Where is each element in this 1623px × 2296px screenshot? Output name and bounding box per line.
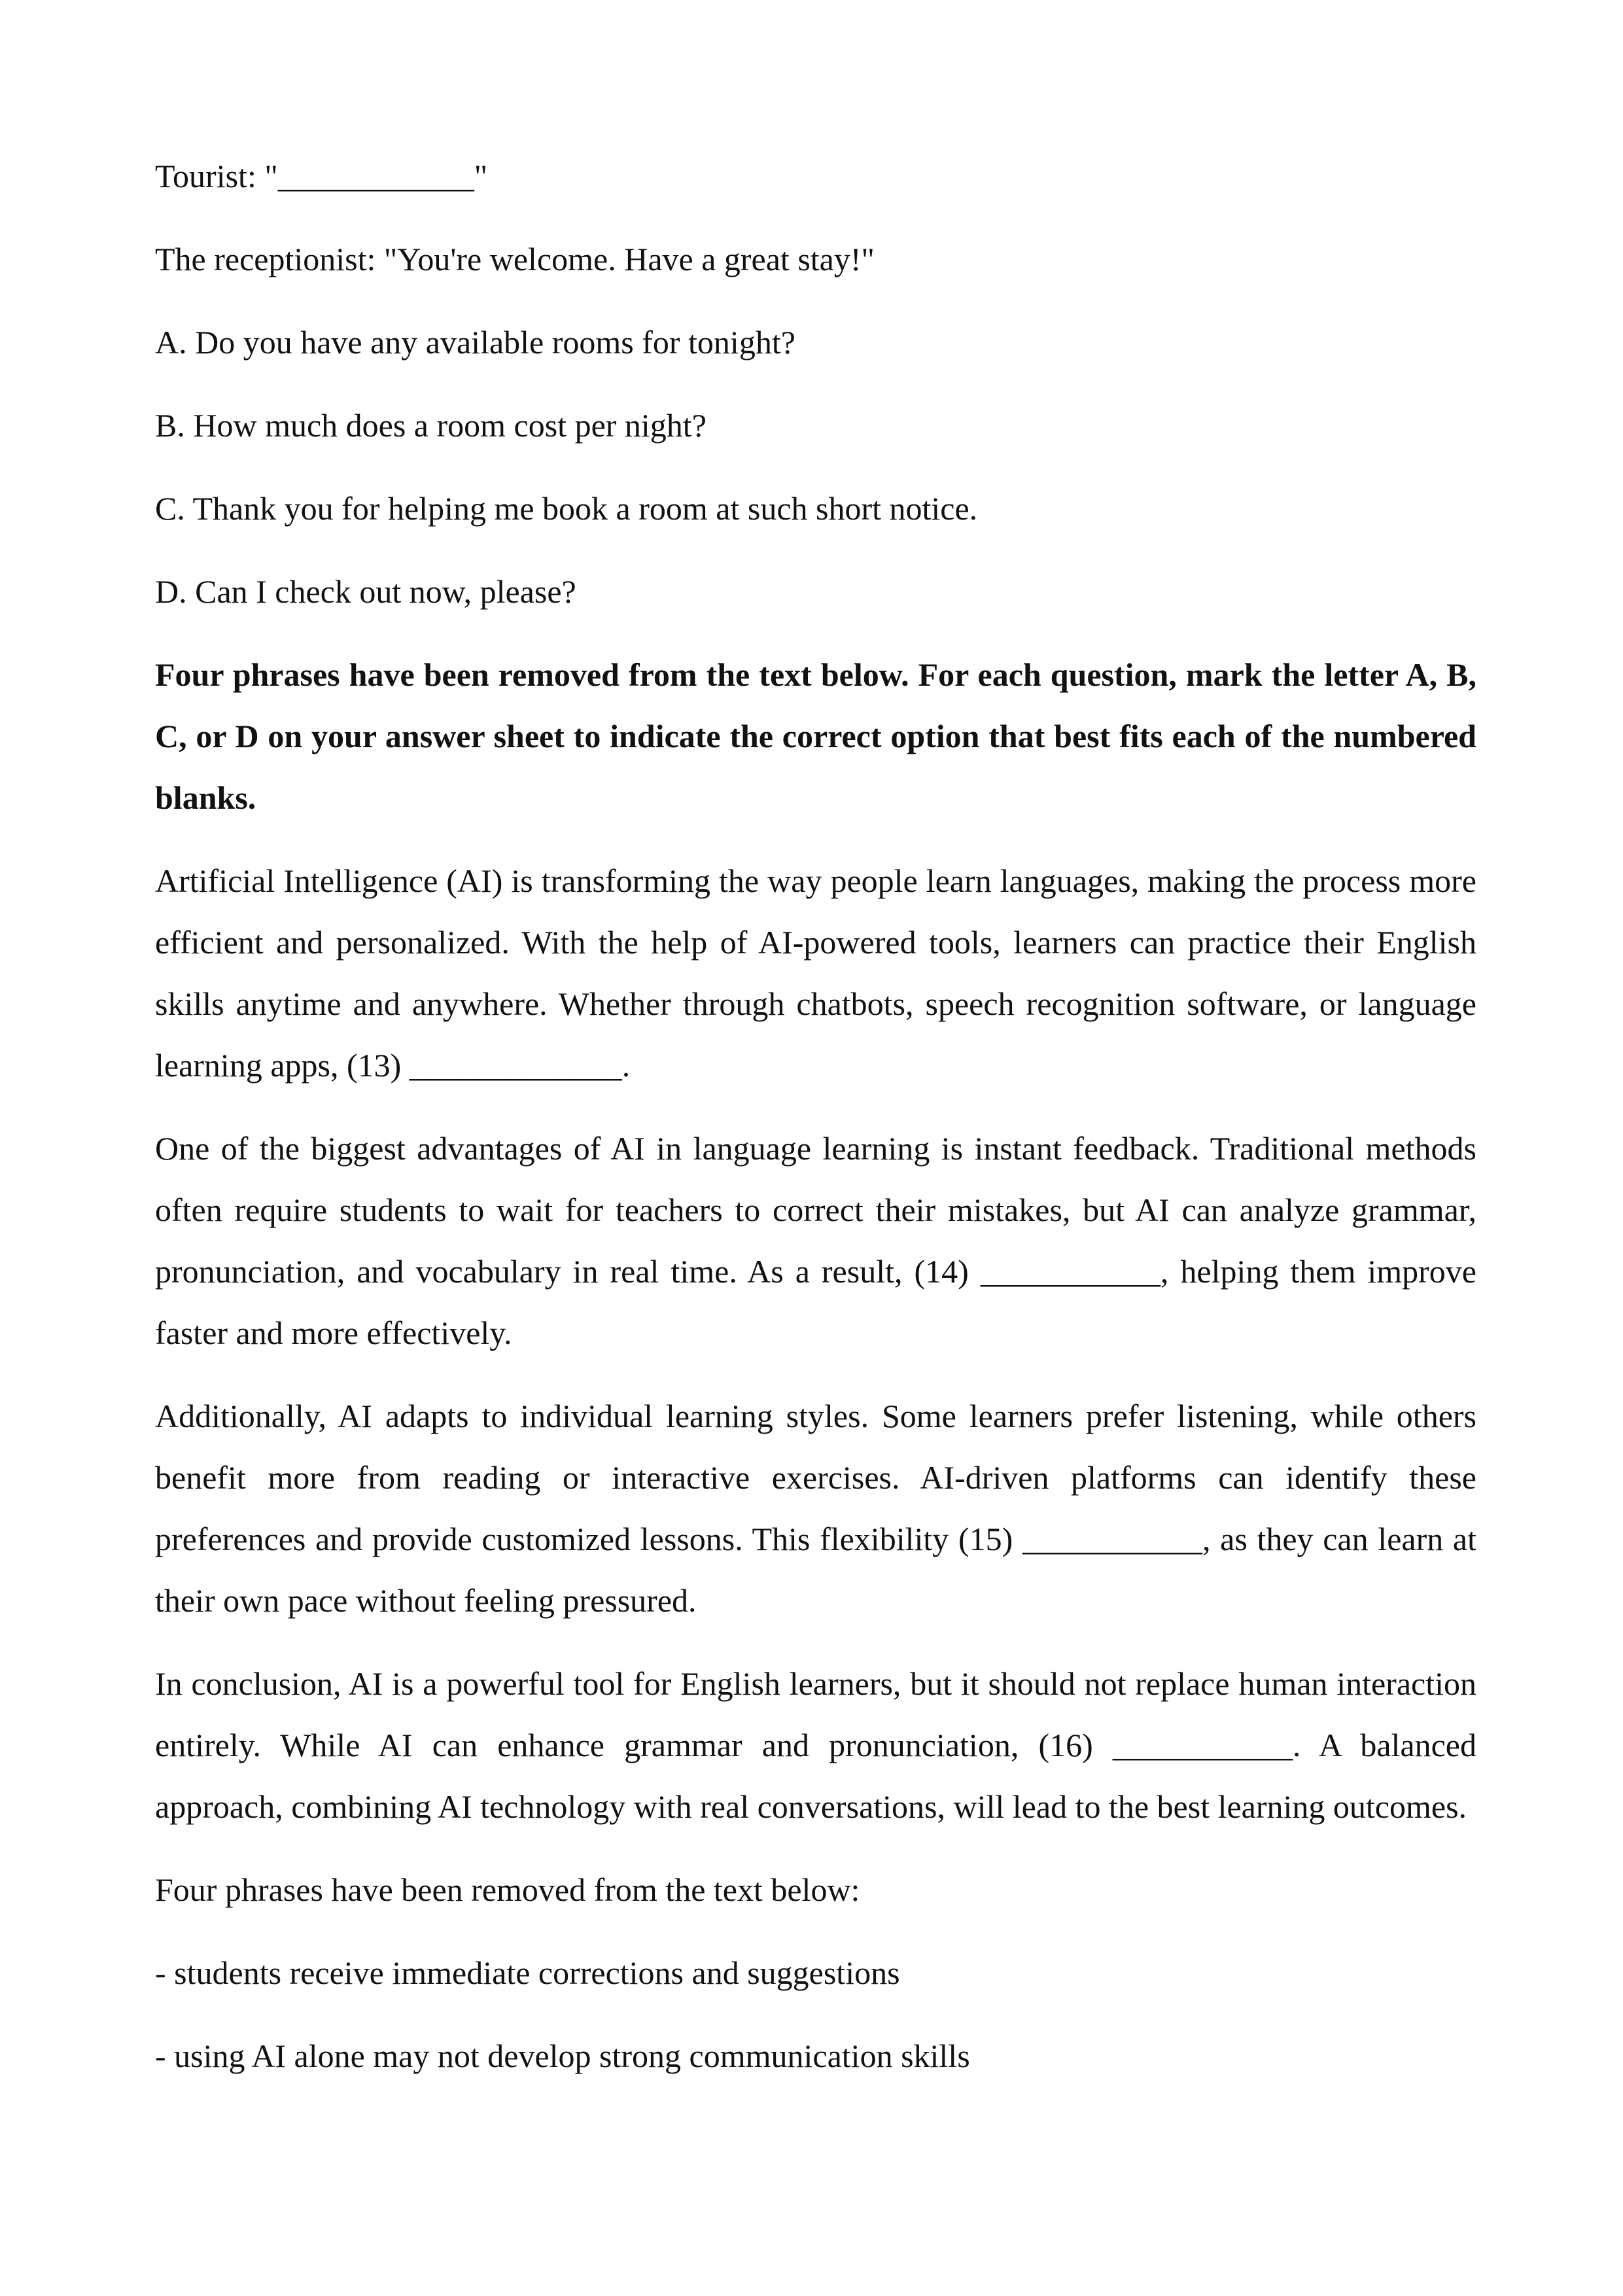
- option-c: C. Thank you for helping me book a room at such short notice.: [155, 490, 978, 527]
- paragraph-1: Artificial Intelligence (AI) is transforming the way people learn languages, making the process more efficient and personalized. With the help of AI-powered tools, learners can practice their English skills anytime and anywhere. Whether through chatbots, speech recognition software, or language learning apps, (13) _____________.: [155, 862, 1476, 1084]
- page-content: [155, 145, 1476, 2108]
- paragraph-3: Additionally, AI adapts to individual learning styles. Some learners prefer listening, while others benefit more from reading or interactive exercises. AI-driven platforms can identify these preferences and provide customized lessons. This flexibility (15) ___________, as they can learn at their own pace without feeling pressured.: [155, 1398, 1476, 1619]
- dialogue-receptionist-line: The receptionist: "You're welcome. Have a great stay!": [155, 241, 875, 277]
- removed-phrase-item: - students receive immediate corrections and suggestions: [155, 1954, 900, 1991]
- paragraph-4: In conclusion, AI is a powerful tool for English learners, but it should not replace human interaction entirely. While AI can enhance grammar and pronunciation, (16) ___________. A balanced approach, combining AI technology with real conversations, will lead to the best learning outcomes.: [155, 1665, 1476, 1825]
- option-d: D. Can I check out now, please?: [155, 573, 576, 610]
- removed-phrase-item: - using AI alone may not develop strong communication skills: [155, 2038, 970, 2074]
- section-instruction: Four phrases have been removed from the text below. For each question, mark the letter A, B, C, or D on your answer sheet to indicate the correct option that best fits each of the numbered blanks.: [155, 656, 1476, 816]
- removed-phrases-intro: Four phrases have been removed from the text below:: [155, 1871, 860, 1908]
- dialogue-tourist-line: Tourist: "____________": [155, 158, 488, 194]
- option-b: B. How much does a room cost per night?: [155, 407, 707, 444]
- option-a: A. Do you have any available rooms for tonight?: [155, 324, 795, 361]
- paragraph-2: One of the biggest advantages of AI in language learning is instant feedback. Traditional methods often require students to wait for teachers to correct their mistakes, but AI can analyze grammar, pronunciation, and vocabulary in real time. As a result, (14) ___________, helping them improve faster and more effectively.: [155, 1130, 1476, 1351]
